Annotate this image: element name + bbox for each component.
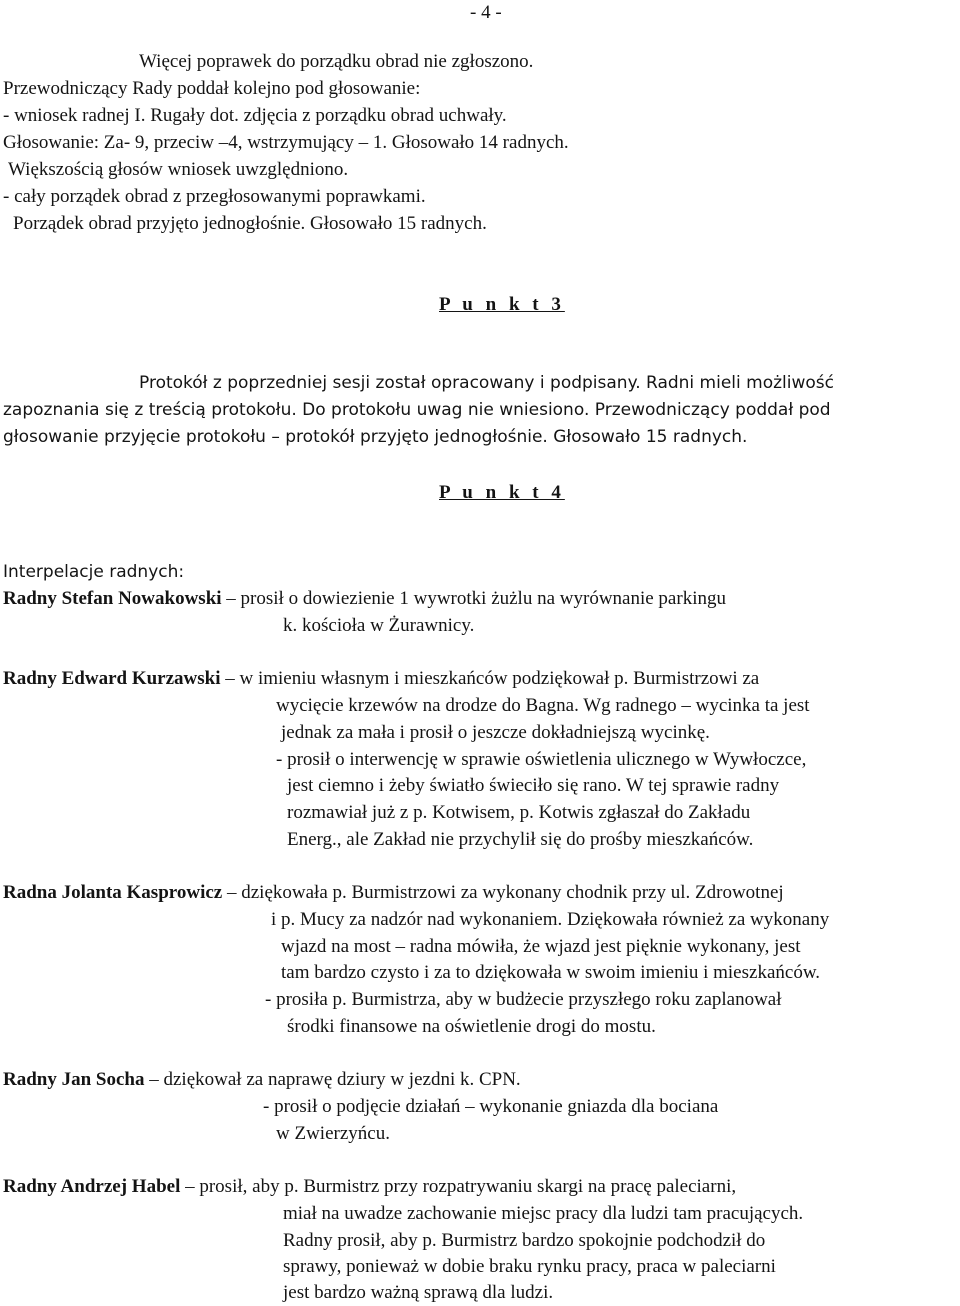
entry-text: miał na uwadze zachowanie miejsc pracy dla ludzi tam pracujących.: [283, 1203, 804, 1224]
punkt-3-line: głosowanie przyjęcie protokołu – protokół przyjęto jednogłośnie. Głosowało 15 radnych.: [3, 427, 748, 447]
entry-text: – prosił, aby p. Burmistrz przy rozpatrywaniu skargi na pracę paleciarni,: [180, 1176, 737, 1197]
interpellation-entry: [3, 586, 726, 612]
intro-line: Większością głosów wniosek uwzględniono.: [8, 159, 349, 180]
entry-text: jednak za mała i prosił o jeszcze dokładniejszą wycinkę.: [281, 722, 710, 743]
entry-text: tam bardzo czysto i za to dziękowała w swoim imieniu i mieszkańców.: [281, 962, 821, 983]
interpellation-entry: [3, 1067, 521, 1093]
councillor-name: Radny Andrzej Habel: [3, 1176, 181, 1197]
entry-text: rozmawiał już z p. Kotwisem, p. Kotwis zgłaszał do Zakładu: [287, 802, 751, 823]
entry-text: - prosił o interwencję w sprawie oświetlenia ulicznego w Wywłoczce,: [276, 749, 807, 770]
punkt-3-line: zapoznania się z treścią protokołu. Do protokołu uwag nie wniesiono. Przewodniczący poddał pod: [3, 400, 831, 420]
entry-text: jest ciemno i żeby światło świeciło się rano. W tej sprawie radny: [287, 775, 780, 796]
interpellation-entry: [3, 880, 784, 906]
councillor-name: Radny Jan Socha: [3, 1069, 145, 1090]
entry-text: środki finansowe na oświetlenie drogi do mostu.: [287, 1016, 656, 1037]
entry-text: Energ., ale Zakład nie przychylił się do prośby mieszkańców.: [287, 829, 754, 850]
interpellation-entry: [3, 666, 759, 692]
entry-text: - prosił o podjęcie działań – wykonanie gniazda dla bociana: [263, 1096, 719, 1117]
entry-text: sprawy, ponieważ w dobie braku rynku pracy, praca w paleciarni: [283, 1256, 776, 1277]
page-number: - 4 -: [470, 2, 502, 23]
entry-text: w Zwierzyńcu.: [276, 1123, 390, 1144]
interpellation-entry: [3, 1174, 736, 1200]
interpellations-subtitle: Interpelacje radnych:: [3, 562, 185, 582]
punkt-3-line: Protokół z poprzedniej sesji został opracowany i podpisany. Radni mieli możliwość: [139, 373, 834, 393]
intro-line: - wniosek radnej I. Rugały dot. zdjęcia z porządku obrad uchwały.: [3, 105, 507, 126]
entry-text: - prosiła p. Burmistrza, aby w budżecie przyszłego roku zaplanował: [265, 989, 782, 1010]
councillor-name: Radny Edward Kurzawski: [3, 668, 221, 689]
councillor-name: Radny Stefan Nowakowski: [3, 588, 222, 609]
entry-text: i p. Mucy za nadzór nad wykonaniem. Dziękowała również za wykonany: [271, 909, 830, 930]
entry-text: – w imieniu własnym i mieszkańców podziękował p. Burmistrzowi za: [220, 668, 760, 689]
punkt-3-heading: P u n k t 3: [439, 294, 565, 315]
entry-text: wycięcie krzewów na drodze do Bagna. Wg radnego – wycinka ta jest: [276, 695, 810, 716]
entry-text: wjazd na most – radna mówiła, że wjazd jest pięknie wykonany, jest: [281, 936, 801, 957]
intro-line: Więcej poprawek do porządku obrad nie zgłoszono.: [139, 51, 534, 72]
entry-text: Radny prosił, aby p. Burmistrz bardzo spokojnie podchodził do: [283, 1230, 766, 1251]
punkt-4-heading: P u n k t 4: [439, 482, 565, 503]
entry-text: – dziękowała p. Burmistrzowi za wykonany chodnik przy ul. Zdrowotnej: [222, 882, 784, 903]
intro-line: - cały porządek obrad z przegłosowanymi poprawkami.: [3, 186, 426, 207]
entry-text: jest bardzo ważną sprawą dla ludzi.: [283, 1282, 554, 1303]
intro-line: Porządek obrad przyjęto jednogłośnie. Głosowało 15 radnych.: [13, 213, 487, 234]
councillor-name: Radna Jolanta Kasprowicz: [3, 882, 223, 903]
entry-text: – dziękował za naprawę dziury w jezdni k. CPN.: [144, 1069, 521, 1090]
intro-line: Głosowanie: Za- 9, przeciw –4, wstrzymujący – 1. Głosowało 14 radnych.: [3, 132, 569, 153]
entry-text: k. kościoła w Żurawnicy.: [283, 615, 475, 636]
entry-text: – prosił o dowiezienie 1 wywrotki żużlu na wyrównanie parkingu: [221, 588, 726, 609]
intro-line: Przewodniczący Rady poddał kolejno pod głosowanie:: [3, 78, 421, 99]
